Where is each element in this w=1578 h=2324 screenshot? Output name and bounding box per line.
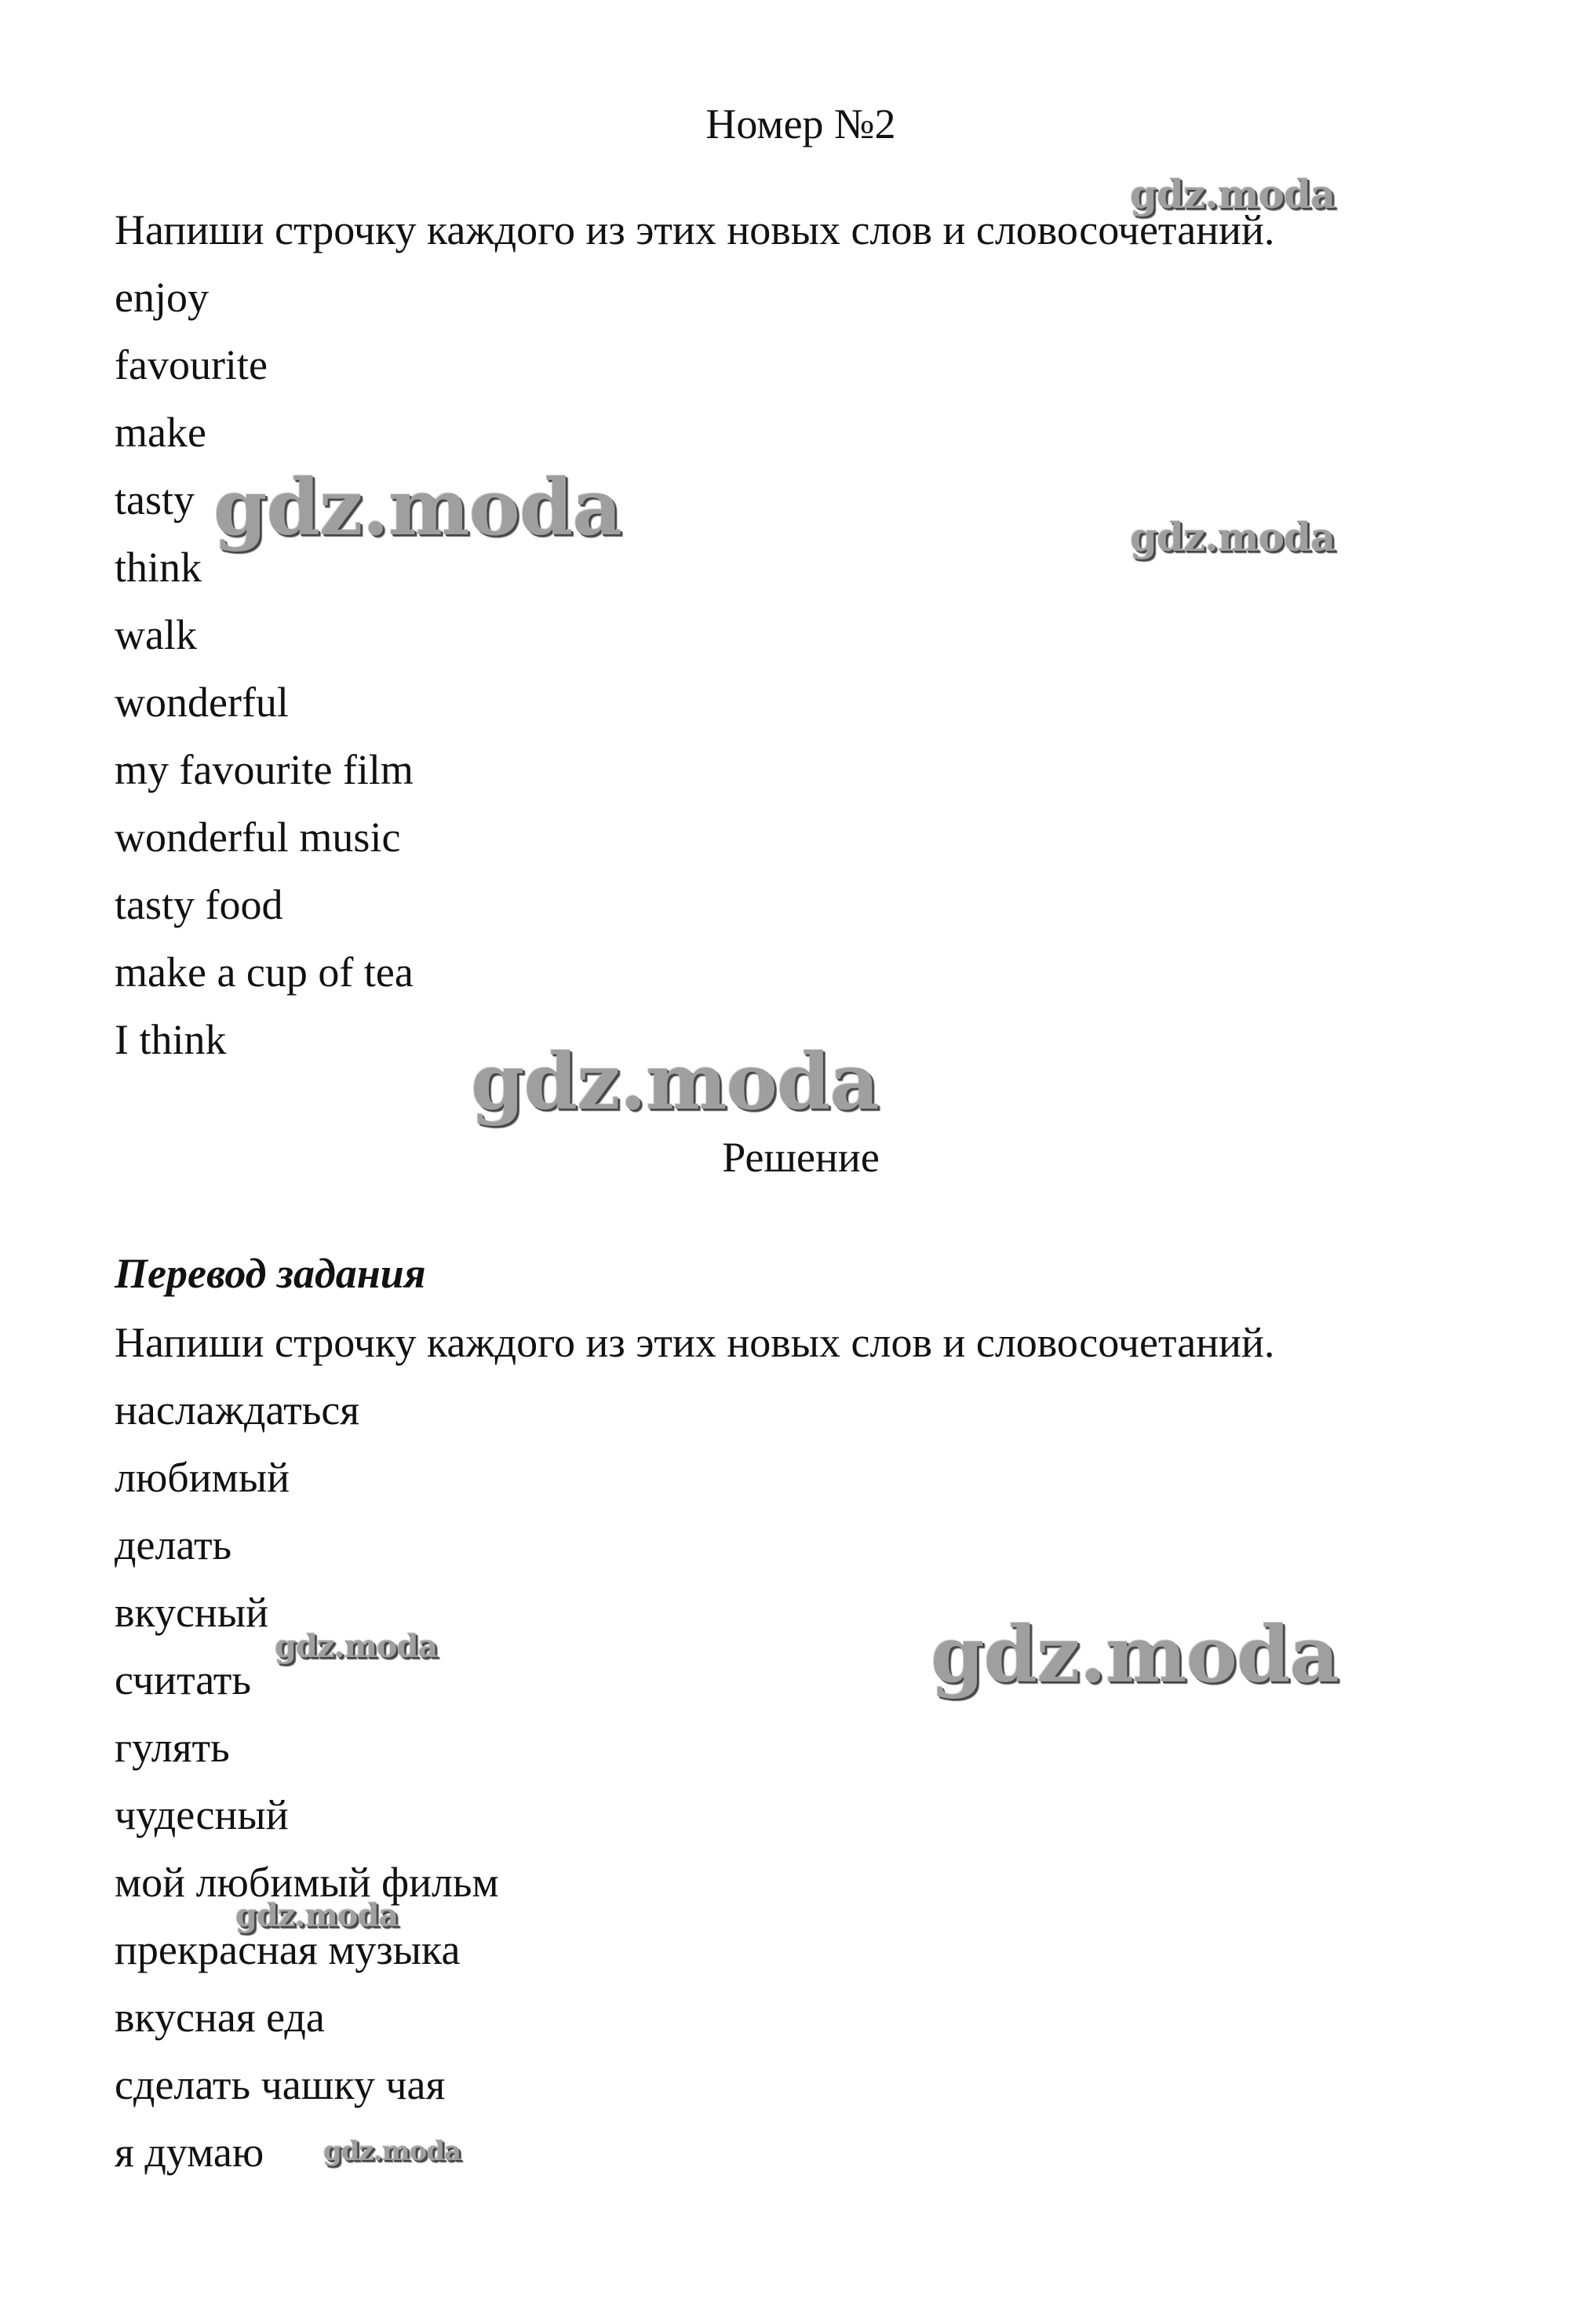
- list-item: мой любимый фильм: [115, 1859, 499, 1906]
- list-item: прекрасная музыка: [115, 1926, 461, 1973]
- list-item: think: [115, 544, 202, 591]
- list-item: наслаждаться: [115, 1386, 360, 1433]
- list-item: чудесный: [115, 1791, 289, 1838]
- list-item: tasty: [115, 476, 195, 523]
- list-item: wonderful music: [115, 814, 401, 861]
- translation-text: Напиши строчку каждого из этих новых слов и словосочетаний.: [115, 1319, 1275, 1366]
- list-item: my favourite film: [115, 746, 414, 793]
- list-item: сделать чашку чая: [115, 2061, 446, 2108]
- task-text: Напиши строчку каждого из этих новых слов и словосочетаний.: [115, 206, 1275, 253]
- watermark: gdz.moda: [275, 1628, 438, 1665]
- list-item: make a cup of tea: [115, 949, 414, 996]
- watermark: gdz.moda: [235, 1897, 399, 1934]
- solution-label: Решение: [722, 1134, 880, 1181]
- list-item: делать: [115, 1521, 232, 1568]
- list-item: walk: [115, 611, 197, 658]
- watermark: gdz.moda: [213, 463, 621, 553]
- list-item: я думаю: [115, 2129, 264, 2176]
- watermark: gdz.moda: [471, 1037, 879, 1127]
- list-item: favourite: [115, 341, 268, 388]
- page-title: Номер №2: [705, 100, 896, 148]
- watermark: gdz.moda: [931, 1610, 1339, 1700]
- list-item: enjoy: [115, 274, 209, 321]
- list-item: wonderful: [115, 679, 289, 726]
- list-item: I think: [115, 1016, 227, 1063]
- list-item: гулять: [115, 1724, 230, 1771]
- watermark: gdz.moda: [323, 2136, 461, 2167]
- list-item: любимый: [115, 1454, 290, 1501]
- list-item: make: [115, 409, 206, 456]
- list-item: tasty food: [115, 881, 283, 928]
- translation-heading: Перевод задания: [115, 1250, 426, 1297]
- list-item: считать: [115, 1656, 251, 1703]
- watermark: gdz.moda: [1130, 514, 1336, 560]
- task-block: [115, 196, 1496, 1073]
- translation-block: [115, 1309, 1496, 2186]
- watermark: gdz.moda: [1130, 171, 1336, 217]
- list-item: вкусный: [115, 1589, 269, 1636]
- list-item: вкусная еда: [115, 1994, 325, 2041]
